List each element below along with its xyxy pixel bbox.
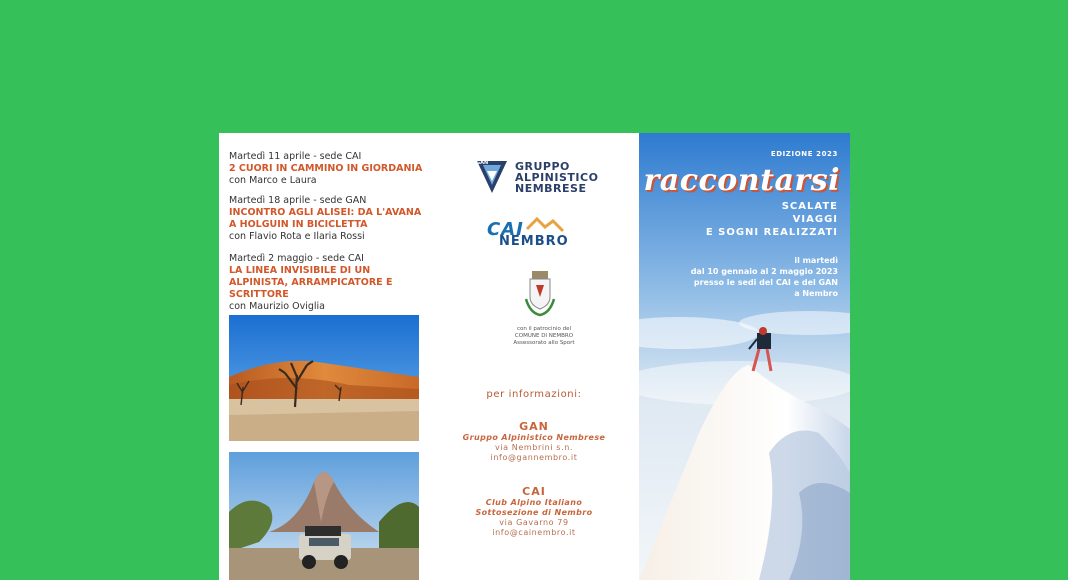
desert-photo (229, 315, 419, 441)
gan-name-line: NEMBRESE (515, 182, 587, 195)
edition-label: EDIZIONE 2023 (770, 150, 838, 158)
dates-line: dal 10 gennaio al 2 maggio 2023 (690, 267, 838, 276)
patronage-text (489, 326, 599, 347)
org-name: CAI (522, 485, 546, 498)
cai-nembro-logo (481, 217, 601, 253)
event-speaker: con Flavio Rota e Ilaria Rossi (229, 231, 365, 242)
gan-name-line: GRUPPO (515, 160, 570, 173)
org-full-name: Gruppo Alpinistico Nembrese (462, 433, 606, 442)
event-date: Martedì 18 aprile - sede GAN (229, 195, 367, 206)
brochure (219, 133, 850, 580)
event-date: Martedì 2 maggio - sede CAI (229, 253, 364, 264)
event-title: 2 CUORI IN CAMMINO IN GIORDANIA (229, 163, 423, 174)
org-address: via Gavarno 79 (499, 518, 569, 527)
middle-panel (429, 133, 639, 580)
gan-badge: GAN (476, 160, 489, 166)
gan-name-line: ALPINISTICO (515, 171, 599, 184)
info-heading: per informazioni: (486, 389, 582, 400)
subtitle-line: E SOGNI REALIZZATI (705, 227, 838, 238)
cai-wordmark: CAI (487, 219, 524, 240)
event-2 (229, 195, 429, 243)
subtitle-line: VIAGGI (792, 214, 838, 225)
cai-contact (429, 485, 639, 538)
event-date: Martedì 11 aprile - sede CAI (229, 151, 362, 162)
gan-contact (429, 420, 639, 463)
org-address: via Nembrini s.n. (494, 443, 574, 452)
nembro-wordmark: NEMBRO (499, 234, 569, 249)
cover-panel (639, 133, 850, 580)
patronage-line: COMUNE DI NEMBRO (514, 333, 574, 339)
event-3 (229, 253, 429, 313)
left-panel (219, 133, 429, 580)
dates-line: il martedì (794, 256, 838, 265)
cover-subtitle (706, 200, 838, 239)
event-title: INCONTRO AGLI ALISEI: DA L'AVANA A HOLGUIN IN BICICLETTA (229, 207, 422, 230)
dates-line: presso le sedi del CAI e del GAN (693, 278, 838, 287)
gan-name (515, 161, 598, 194)
event-title: LA LINEA INVISIBILE DI UN ALPINISTA, ARRAMPICATORE E SCRITTORE (229, 265, 393, 300)
patronage-line: con il patrocinio del (516, 326, 572, 332)
event-speaker: con Maurizio Oviglia (229, 301, 325, 312)
cover-title: raccontarsi (643, 163, 840, 198)
cover-dates (691, 255, 838, 299)
event-1 (229, 151, 429, 187)
comune-crest-icon (522, 269, 558, 319)
patronage-line: Assessorato allo Sport (513, 340, 575, 346)
jeep-photo (229, 452, 419, 580)
org-full-name: Club Alpino Italiano (485, 498, 583, 507)
event-speaker: con Marco e Laura (229, 175, 317, 186)
org-full-name: Sottosezione di Nembro (475, 508, 593, 517)
dates-line: a Nembro (794, 289, 838, 298)
org-email[interactable]: info@cainembro.it (492, 528, 576, 537)
org-name: GAN (519, 420, 549, 433)
org-email[interactable]: info@gannembro.it (490, 453, 578, 462)
subtitle-line: SCALATE (781, 201, 838, 212)
